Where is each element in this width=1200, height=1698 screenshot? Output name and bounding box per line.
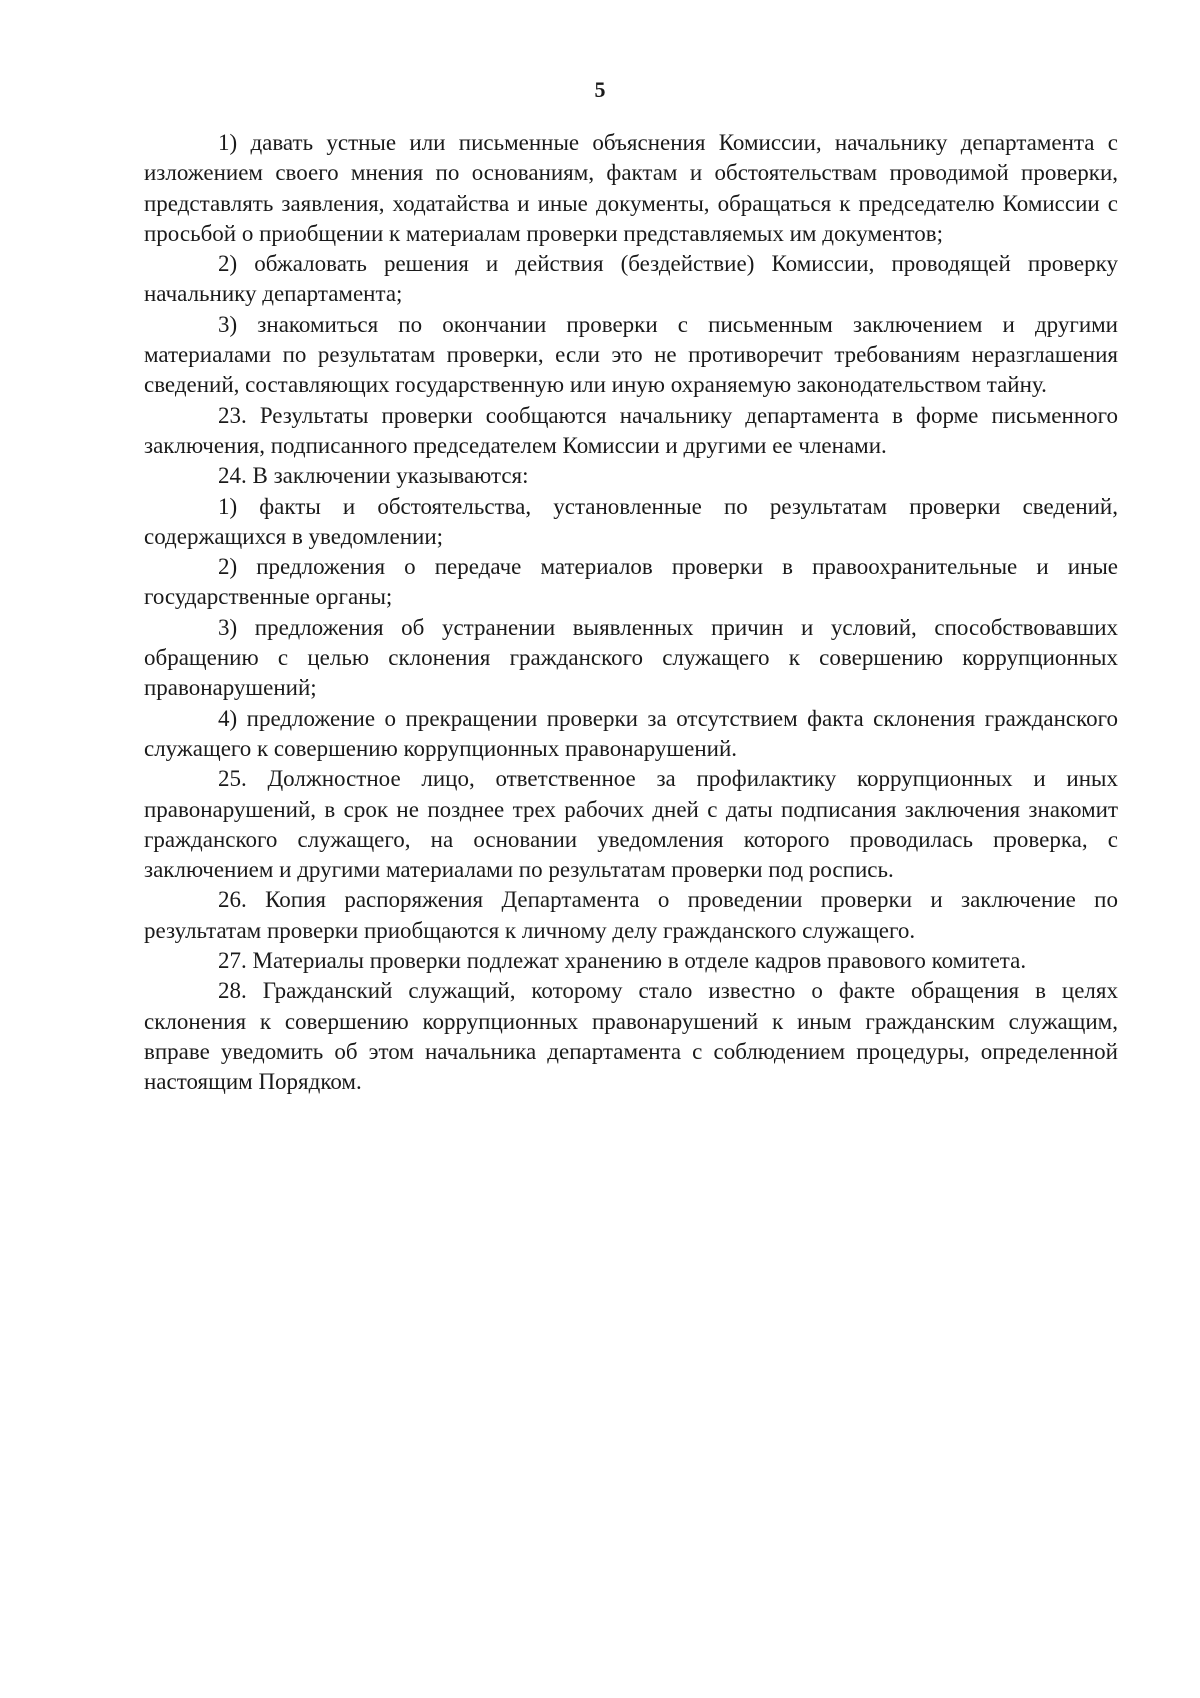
paragraph-24-item-4: 4) предложение о прекращении проверки за отсутствием факта склонения гражданского служащего к совершению коррупционных правонарушений. (144, 705, 1118, 761)
page-number: 5 (594, 77, 606, 102)
paragraph-24-item-2: 2) предложения о передаче материалов проверки в правоохранительные и иные государственные органы; (144, 554, 1118, 610)
document-body (144, 128, 1118, 1098)
paragraph-right-appeal: 2) обжаловать решения и действия (бездействие) Комиссии, проводящей проверку начальнику департамента; (144, 251, 1118, 307)
paragraph-27-storage: 27. Материалы проверки подлежат хранению в отделе кадров правового комитета. (218, 948, 1027, 974)
paragraph-24-item-3: 3) предложения об устранении выявленных причин и условий, способствовавших обращению с целью склонения гражданского служащего к совершению коррупционных правонарушений; (144, 614, 1118, 701)
paragraph-24-item-1: 1) факты и обстоятельства, установленные по результатам проверки сведений, содержащихся в уведомлении; (144, 493, 1118, 549)
paragraph-right-familiarize: 3) знакомиться по окончании проверки с письменным заключением и другими материалами по результатам проверки, если это не противоречит требованиям неразглашения сведений, составляющих государственную или иную охраняемую законодательством тайну. (144, 311, 1118, 398)
paragraph-23-results: 23. Результаты проверки сообщаются начальнику департамента в форме письменного заключения, подписанного председателем Комиссии и другими ее членами. (144, 402, 1118, 458)
paragraph-24-conclusion-contents: 24. В заключении указываются: (218, 463, 529, 489)
paragraph-28-notify: 28. Гражданский служащий, которому стало известно о факте обращения в целях склонения к совершению коррупционных правонарушений к иным гражданским служащим, вправе уведомить об этом начальника департамента с соблюдением процедуры, определенной настоящим Порядком. (144, 978, 1118, 1095)
paragraph-right-explanations: 1) давать устные или письменные объяснения Комиссии, начальнику департамента с изложением своего мнения по основаниям, фактам и обстоятельствам проводимой проверки, представлять заявления, ходатайства и иные документы, обращаться к председателю Комиссии с просьбой о приобщении к материалам проверки представляемых им документов; (144, 130, 1118, 246)
paragraph-25-official: 25. Должностное лицо, ответственное за профилактику коррупционных и иных правонарушений, в срок не позднее трех рабочих дней с даты подписания заключения знакомит гражданского служащего, на основании уведомления которого проводилась проверка, с заключением и другими материалами по результатам проверки под роспись. (144, 766, 1118, 883)
paragraph-26-copy: 26. Копия распоряжения Департамента о проведении проверки и заключение по результатам проверки приобщаются к личному делу гражданского служащего. (144, 887, 1118, 943)
